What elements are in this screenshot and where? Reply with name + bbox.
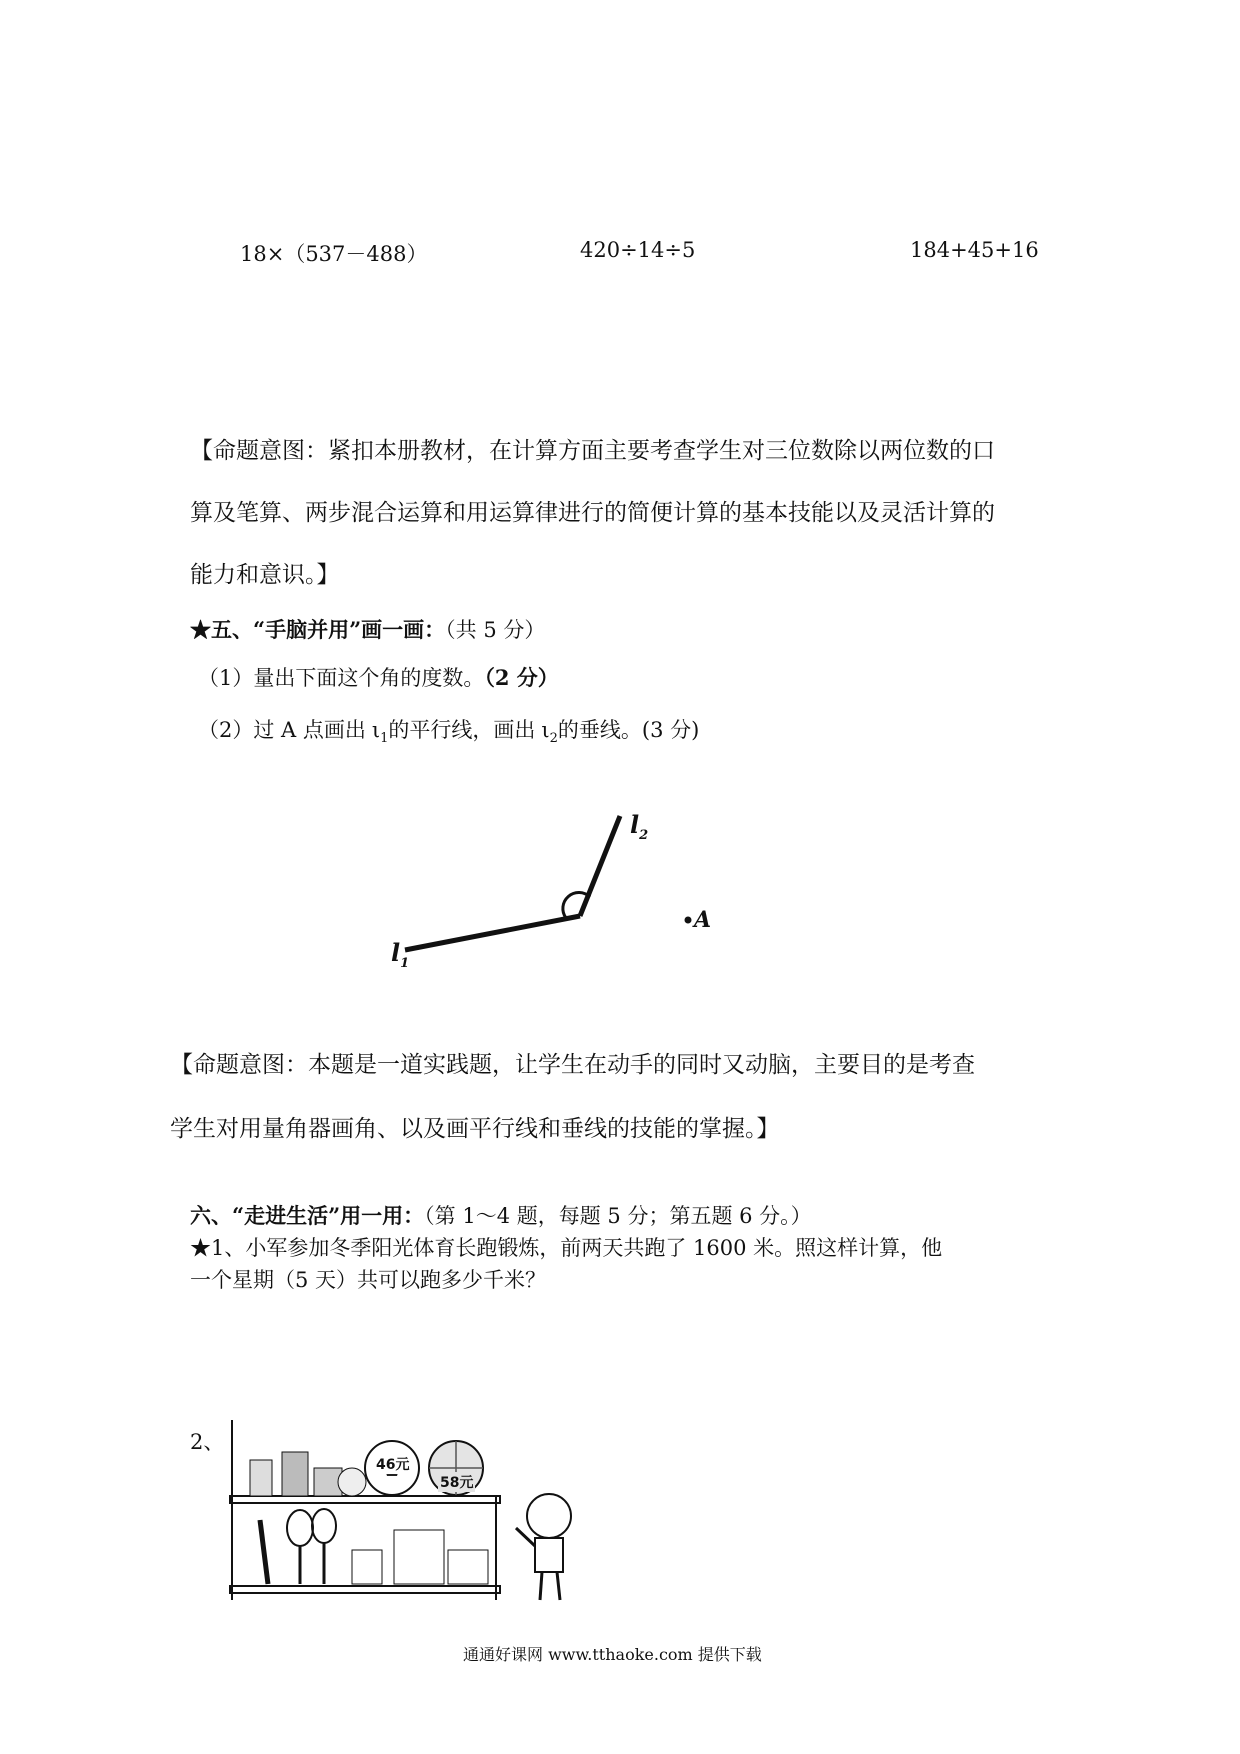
page-footer: 通通好课网 www.tthaoke.com 提供下载 [463, 1645, 762, 1664]
boy-head [527, 1494, 571, 1538]
q2-l1: ι [371, 718, 381, 742]
section-6-q1-line-2: 一个星期（5 天）共可以跑多少千米？ [190, 1268, 547, 1292]
calc-expression-3: 184+45+16 [910, 238, 1039, 262]
price-football: 46元 [374, 1454, 411, 1474]
section-6-title-bold: 六、“走进生活”用一用： [190, 1203, 425, 1228]
price-basketball: 58元 [438, 1472, 475, 1492]
q2-text-a: （2）过 A 点画出 [198, 718, 366, 742]
intent-2-line-1: 【命题意图：本题是一道实践题，让学生在动手的同时又动脑，主要目的是考查 [170, 1052, 975, 1078]
q2-l2-sub: 2 [549, 731, 558, 747]
q2-text-c: 的垂线。(3 分) [557, 718, 700, 742]
label-l1-letter: l [391, 938, 401, 967]
section-6-title [190, 1200, 812, 1230]
box-3 [448, 1550, 488, 1584]
calc-expression-2: 420÷14÷5 [580, 238, 696, 262]
label-a: A [694, 907, 712, 933]
section-6-q2-number: 2、 [190, 1430, 225, 1454]
racket-1 [287, 1510, 313, 1546]
boy-leg-right [557, 1572, 560, 1600]
q2-l2: ι [541, 718, 550, 742]
racket-2 [312, 1509, 336, 1543]
dumbbell-1 [250, 1460, 272, 1496]
box-2 [394, 1530, 444, 1584]
q2-text-b: 的平行线，画出 [388, 718, 536, 742]
point-a-dot [685, 917, 692, 924]
q1-text: （1）量出下面这个角的度数。 [198, 666, 485, 690]
line-l2 [580, 816, 620, 916]
label-l2 [630, 810, 648, 843]
calc-expression-1: 18×（537－488） [240, 242, 428, 266]
intent-2-line-2: 学生对用量角器画角、以及画平行线和垂线的技能的掌握。】 [170, 1116, 780, 1142]
section-5-title-rest: （共 5 分） [445, 618, 546, 642]
shelf-bottom [230, 1586, 500, 1593]
ball-small [338, 1468, 366, 1496]
q1-score: （2 分） [484, 665, 559, 690]
intent-1-line-3: 能力和意识。】 [190, 562, 340, 588]
section-6-title-rest: （第 1～4 题，每题 5 分；第五题 6 分。） [424, 1204, 812, 1228]
bat [260, 1520, 268, 1584]
section-5-title-bold: ★五、“手脑并用”画一画： [190, 617, 446, 642]
intent-1-line-1: 【命题意图：紧扣本册教材，在计算方面主要考查学生对三位数除以两位数的口 [190, 438, 995, 464]
boy-body [535, 1538, 563, 1572]
box-1 [352, 1550, 382, 1584]
sports-shelf-illustration [224, 1400, 584, 1610]
shelf-top [230, 1496, 500, 1503]
label-l1 [391, 938, 409, 971]
section-6-q1-line-1: ★1、小军参加冬季阳光体育长跑锻炼，前两天共跑了 1600 米。照这样计算，他 [190, 1236, 943, 1260]
label-l1-sub: 1 [400, 955, 410, 971]
dumbbell-2 [282, 1452, 308, 1496]
line-l1 [405, 916, 580, 950]
label-l2-sub: 2 [639, 827, 649, 843]
label-l2-letter: l [630, 810, 640, 839]
intent-1-line-2: 算及笔算、两步混合运算和用运算律进行的简便计算的基本技能以及灵活计算的 [190, 500, 995, 526]
q2-l1-sub: 1 [380, 731, 389, 747]
boy-leg-left [540, 1572, 542, 1600]
